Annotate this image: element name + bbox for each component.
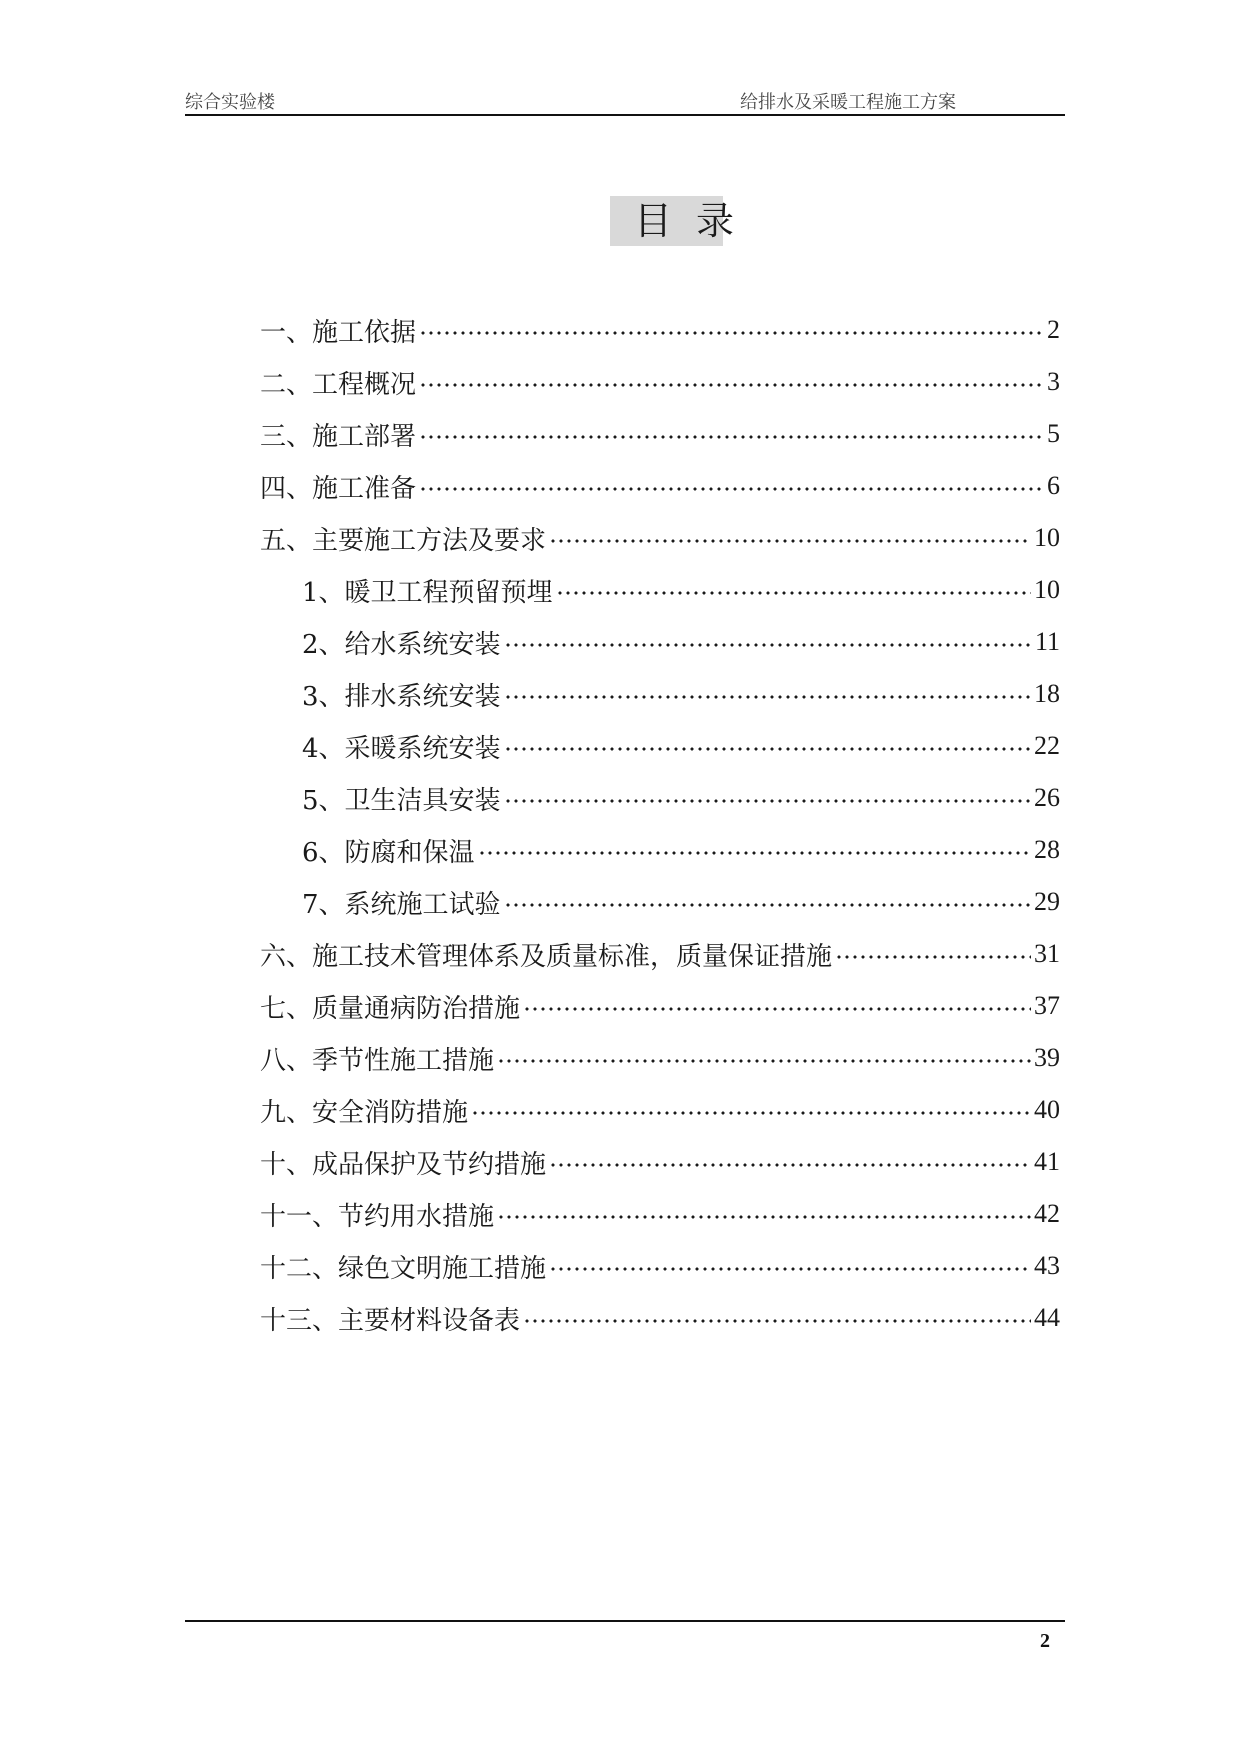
toc-entry[interactable]	[260, 408, 1060, 460]
toc-entry[interactable]	[260, 1188, 1060, 1240]
toc-entry-label: 5、卫生洁具安装	[302, 785, 501, 816]
page-number: 2	[1040, 1630, 1050, 1652]
toc-dot-leader	[835, 955, 1031, 959]
toc-entry-page: 5	[1047, 419, 1060, 448]
toc-dot-leader	[549, 539, 1031, 543]
toc-entry-label: 7、系统施工试验	[302, 889, 501, 920]
toc-dot-leader	[504, 643, 1032, 647]
toc-entry-label: 1、暖卫工程预留预埋	[302, 577, 553, 608]
toc-entry[interactable]	[260, 668, 1060, 720]
toc-entry[interactable]	[260, 512, 1060, 564]
toc-entry-label: 二、工程概况	[260, 369, 417, 400]
toc-entry-page: 41	[1034, 1147, 1060, 1176]
toc-dot-leader	[549, 1163, 1031, 1167]
toc-dot-leader	[549, 1267, 1031, 1271]
toc-entry[interactable]	[260, 720, 1060, 772]
toc-entry[interactable]	[260, 460, 1060, 512]
toc-entry-label: 十、成品保护及节约措施	[260, 1149, 547, 1180]
toc-entry-page: 37	[1034, 991, 1060, 1020]
toc-entry-label: 七、质量通病防治措施	[260, 993, 521, 1024]
toc-entry-label: 八、季节性施工措施	[260, 1045, 495, 1076]
toc-entry-page: 43	[1034, 1251, 1060, 1280]
toc-entry-label: 四、施工准备	[260, 473, 417, 504]
toc-entry-page: 10	[1034, 523, 1060, 552]
toc-entry[interactable]	[260, 824, 1060, 876]
toc-entry-label: 三、施工部署	[260, 421, 417, 452]
header-document-name: 给排水及采暖工程施工方案	[740, 92, 956, 113]
toc-entry[interactable]	[260, 1292, 1060, 1344]
toc-entry-page: 40	[1034, 1095, 1060, 1124]
toc-entry-label: 六、施工技术管理体系及质量标准，质量保证措施	[260, 941, 833, 972]
toc-entry[interactable]	[260, 876, 1060, 928]
toc-entry-page: 28	[1034, 835, 1060, 864]
toc-entry-label: 6、防腐和保温	[302, 837, 475, 868]
toc-entry-label: 2、给水系统安装	[302, 629, 501, 660]
toc-entry-page: 29	[1034, 887, 1060, 916]
toc-entry-label: 十三、主要材料设备表	[260, 1305, 521, 1336]
toc-dot-leader	[504, 747, 1031, 751]
toc-entry-label: 3、排水系统安装	[302, 681, 501, 712]
toc-entry[interactable]	[260, 356, 1060, 408]
toc-dot-leader	[523, 1319, 1031, 1323]
toc-dot-leader	[478, 851, 1031, 855]
table-of-contents	[260, 304, 1060, 1344]
toc-dot-leader	[419, 487, 1044, 491]
toc-entry-page: 6	[1047, 471, 1060, 500]
toc-entry-page: 22	[1034, 731, 1060, 760]
toc-entry-page: 26	[1034, 783, 1060, 812]
toc-entry-label: 五、主要施工方法及要求	[260, 525, 547, 556]
toc-entry-label: 十一、节约用水措施	[260, 1201, 495, 1232]
toc-entry-page: 2	[1047, 315, 1060, 344]
toc-entry[interactable]	[260, 304, 1060, 356]
toc-dot-leader	[504, 903, 1031, 907]
toc-entry-page: 18	[1034, 679, 1060, 708]
page-title: 目录	[610, 196, 723, 246]
footer-rule	[185, 1620, 1065, 1622]
toc-dot-leader	[419, 435, 1044, 439]
toc-entry[interactable]	[260, 928, 1060, 980]
toc-entry[interactable]	[260, 1136, 1060, 1188]
toc-dot-leader	[523, 1007, 1031, 1011]
toc-entry[interactable]	[260, 564, 1060, 616]
toc-dot-leader	[471, 1111, 1031, 1115]
toc-entry[interactable]	[260, 980, 1060, 1032]
toc-dot-leader	[419, 331, 1044, 335]
toc-dot-leader	[419, 383, 1044, 387]
page-header	[185, 86, 1065, 116]
toc-dot-leader	[497, 1059, 1031, 1063]
toc-entry-page: 31	[1034, 939, 1060, 968]
toc-entry-page: 42	[1034, 1199, 1060, 1228]
toc-entry-label: 一、施工依据	[260, 317, 417, 348]
toc-entry-page: 39	[1034, 1043, 1060, 1072]
header-project-name: 综合实验楼	[185, 92, 275, 113]
toc-entry[interactable]	[260, 616, 1060, 668]
toc-entry-page: 11	[1034, 627, 1060, 656]
toc-dot-leader	[497, 1215, 1031, 1219]
toc-entry-label: 4、采暖系统安装	[302, 733, 501, 764]
toc-entry-label: 十二、绿色文明施工措施	[260, 1253, 547, 1284]
toc-dot-leader	[556, 591, 1031, 595]
toc-entry[interactable]	[260, 1032, 1060, 1084]
toc-entry[interactable]	[260, 772, 1060, 824]
toc-entry-label: 九、安全消防措施	[260, 1097, 469, 1128]
toc-entry-page: 10	[1034, 575, 1060, 604]
toc-dot-leader	[504, 799, 1031, 803]
toc-entry-page: 44	[1034, 1303, 1060, 1332]
toc-entry-page: 3	[1047, 367, 1060, 396]
toc-dot-leader	[504, 695, 1031, 699]
toc-entry[interactable]	[260, 1240, 1060, 1292]
toc-entry[interactable]	[260, 1084, 1060, 1136]
